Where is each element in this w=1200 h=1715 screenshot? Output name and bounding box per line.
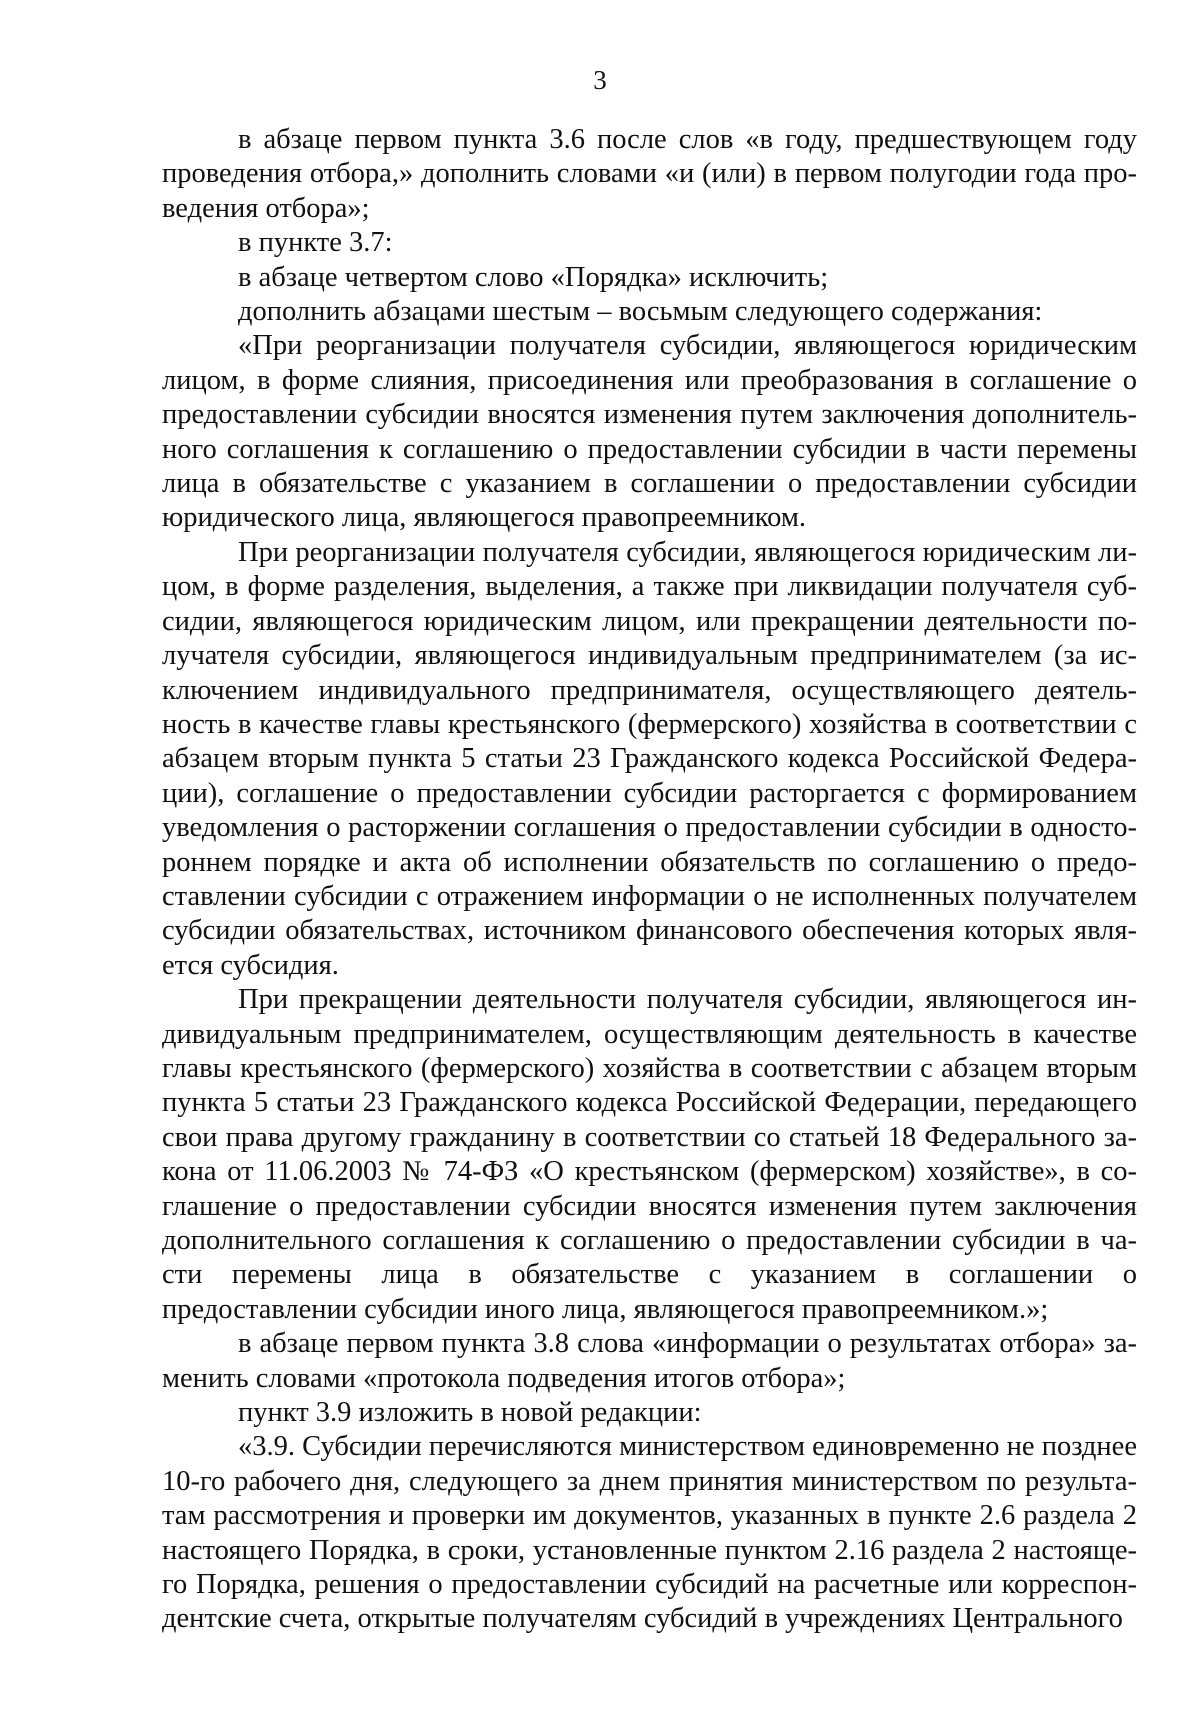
paragraph-termination-farmer: При прекращении деятельности получателя субсидии, являющегося индивидуальным предпринимателем, осуществляющим деятельность в качестве главы крестьянского (фермерского) хозяйства в соответствии с абзацем вторым пункта 5 статьи 23 Гражданского кодекса Российской Федерации, передающего свои права другому гражданину в соответствии со статьей 18 Федерального закона от 11.06.2003 № 74-ФЗ «О крестьянском (фермерском) хозяйстве», в соглашение о предоставлении субсидии вносятся изменения путем заключения дополнительного соглашения к соглашению о предоставлении субсидии в части перемены лица в обязательстве с указанием в соглашении о предоставлении субсидии иного лица, являющегося правопреемником.»; <box>162 984 1137 1325</box>
paragraph-reorganization-merger: «При реорганизации получателя субсидии, являющегося юридическим лицом, в форме слияния, присоединения или преобразования в соглашение о предоставлении субсидии вносятся изменения путем заключения дополнительного соглашения к соглашению о предоставлении субсидии в части перемены лица в обязательстве с указанием в соглашении о предоставлении субсидии юридического лица, являющегося правопреемником. <box>162 330 1137 534</box>
paragraph-amend-3-8: в абзаце первом пункта 3.8 слова «информации о результатах отбора» заменить словами «протокола подведения итогов отбора»; <box>162 1328 1137 1394</box>
paragraph-add-paragraphs: дополнить абзацами шестым – восьмым следующего содержания: <box>238 296 1043 328</box>
paragraph-point-3-9-intro: пункт 3.9 изложить в новой редакции: <box>238 1397 702 1429</box>
paragraph-remove-word: в абзаце четвертом слово «Порядка» исключить; <box>238 261 829 293</box>
paragraph-amend-3-6: в абзаце первом пункта 3.6 после слов «в году, предшествующем году проведения отбора,» дополнить словами «и (или) в первом полугодии года проведения отбора»; <box>162 124 1137 224</box>
page-number: 3 <box>593 65 607 95</box>
paragraph-point-3-7: в пункте 3.7: <box>238 227 393 259</box>
paragraph-point-3-9-text: «3.9. Субсидии перечисляются министерством единовременно не позднее 10-го рабочего дня, следующего за днем принятия министерством по результатам рассмотрения и проверки им документов, указанных в пункте 2.6 раздела 2 настоящего Порядка, в сроки, установленные пунктом 2.16 раздела 2 настоящего Порядка, решения о предоставлении субсидий на расчетные или корреспондентские счета, открытые получателям субсидий в учреждениях Центрального <box>162 1431 1137 1635</box>
document-body <box>162 123 1137 1637</box>
paragraph-reorganization-division: При реорганизации получателя субсидии, являющегося юридическим лицом, в форме разделения, выделения, а также при ликвидации получателя субсидии, являющегося юридическим лицом, или прекращении деятельности получателя субсидии, являющегося индивидуальным предпринимателем (за исключением индивидуального предпринимателя, осуществляющего деятельность в качестве главы крестьянского (фермерского) хозяйства в соответствии с абзацем вторым пункта 5 статьи 23 Гражданского кодекса Российской Федерации), соглашение о предоставлении субсидии расторгается с формированием уведомления о расторжении соглашения о предоставлении субсидии в одностороннем порядке и акта об исполнении обязательств по соглашению о предоставлении субсидии с отражением информации о не исполненных получателем субсидии обязательствах, источником финансового обеспечения которых является субсидия. <box>162 536 1137 981</box>
